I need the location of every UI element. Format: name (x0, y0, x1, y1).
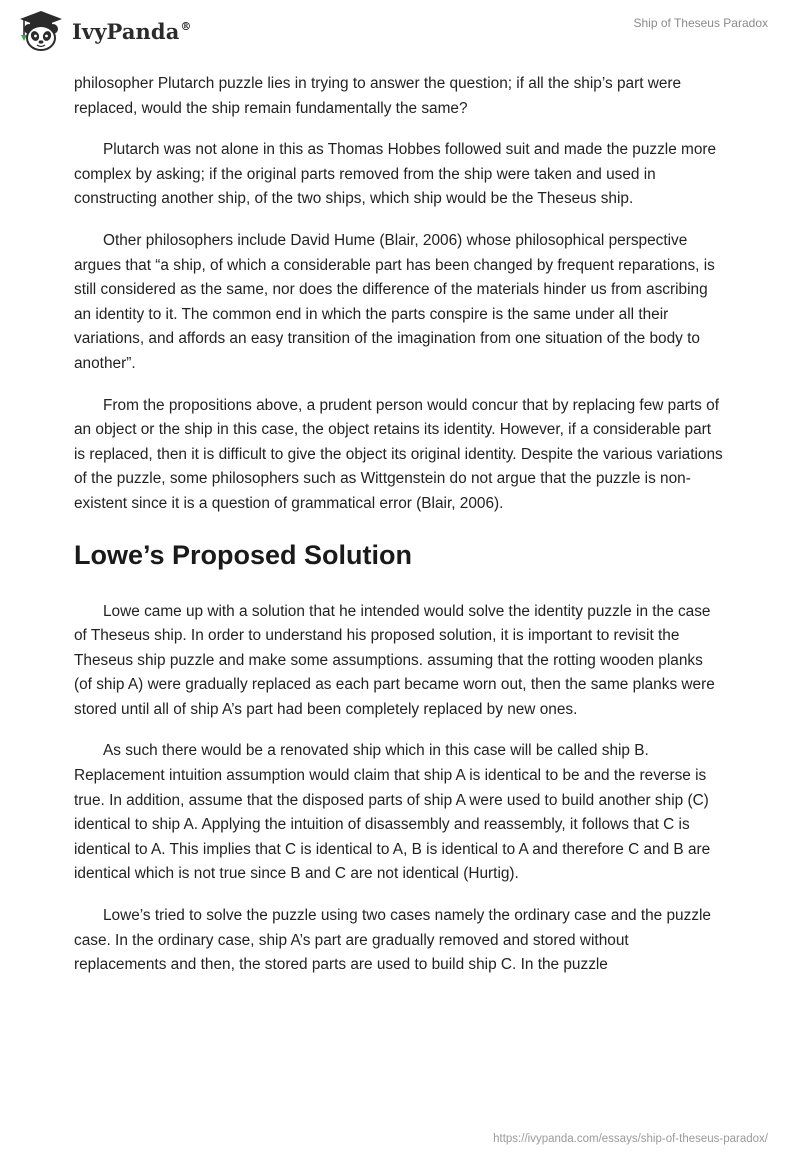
paragraph-6: As such there would be a renovated ship which in this case will be called ship B. Replacement intuition assumption would claim that ship A is identical to be and the reverse is true. In addition, assume that the disposed parts of ship A were used to build another ship (C) identical to ship A. Applying the intuition of disassembly and reassembly, it follows that C is identical to A. This implies that C is identical to A, B is identical to A and therefore C and B are identical which is not true since B and C are not identical (Hurtig). (74, 742, 711, 883)
paragraph-2: Plutarch was not alone in this as Thomas Hobbes followed suit and made the puzzle more complex by asking; if the original parts removed from the ship were taken and used in constructing another ship, of the two ships, which ship would be the Theseus ship. (74, 141, 717, 208)
paragraph-4: From the propositions above, a prudent person would concur that by replacing few parts of an object or the ship in this case, the object retains its identity. However, if a considerable part is replaced, then it is difficult to give the object its original identity. Despite the various variations of the puzzle, some philosophers such as Wittgenstein do not argue that the puzzle is non-existent since it is a question of grammatical error (Blair, 2006). (74, 396, 723, 512)
source-url[interactable]: https://ivypanda.com/essays/ship-of-theseus-paradox/ (493, 1133, 768, 1145)
paragraph-5: Lowe came up with a solution that he intended would solve the identity puzzle in the case of Theseus ship. In order to understand his proposed solution, it is important to revisit the Theseus ship puzzle and make some assumptions. assuming that the rotting wooden planks (of ship A) were gradually replaced as each part became worn out, then the same planks were stored until all of ship A’s part had been completely replaced by new ones. (74, 602, 715, 718)
paragraph-7: Lowe’s tried to solve the puzzle using two cases namely the ordinary case and the puzzle case. In the ordinary case, ship A’s part are gradually removed and stored without replacements and then, the stored parts are used to build ship C. In the puzzle (74, 907, 711, 974)
page-header (0, 0, 800, 62)
paragraph-3: Other philosophers include David Hume (Blair, 2006) whose philosophical perspective argues that “a ship, of which a considerable part has been changed by frequent reparations, is still considered as the same, nor does the difference of the materials hinder us from ascribing an identity to it. The common end in which the parts conspire is the same under all their variations, and affords an easy transition of the imagination from one situation of the body to another”. (74, 231, 715, 372)
section-heading: Lowe’s Proposed Solution (74, 539, 413, 570)
document-title: Ship of Theseus Paradox (633, 16, 768, 30)
brand-name: IvyPanda® (72, 18, 192, 44)
paragraph-1: philosopher Plutarch puzzle lies in trying to answer the question; if all the ship’s part were replaced, would the ship remain fundamentally the same? (74, 75, 682, 117)
essay-body (74, 72, 724, 995)
panda-graduate-icon (16, 9, 66, 53)
ivypanda-logo[interactable] (16, 8, 192, 54)
